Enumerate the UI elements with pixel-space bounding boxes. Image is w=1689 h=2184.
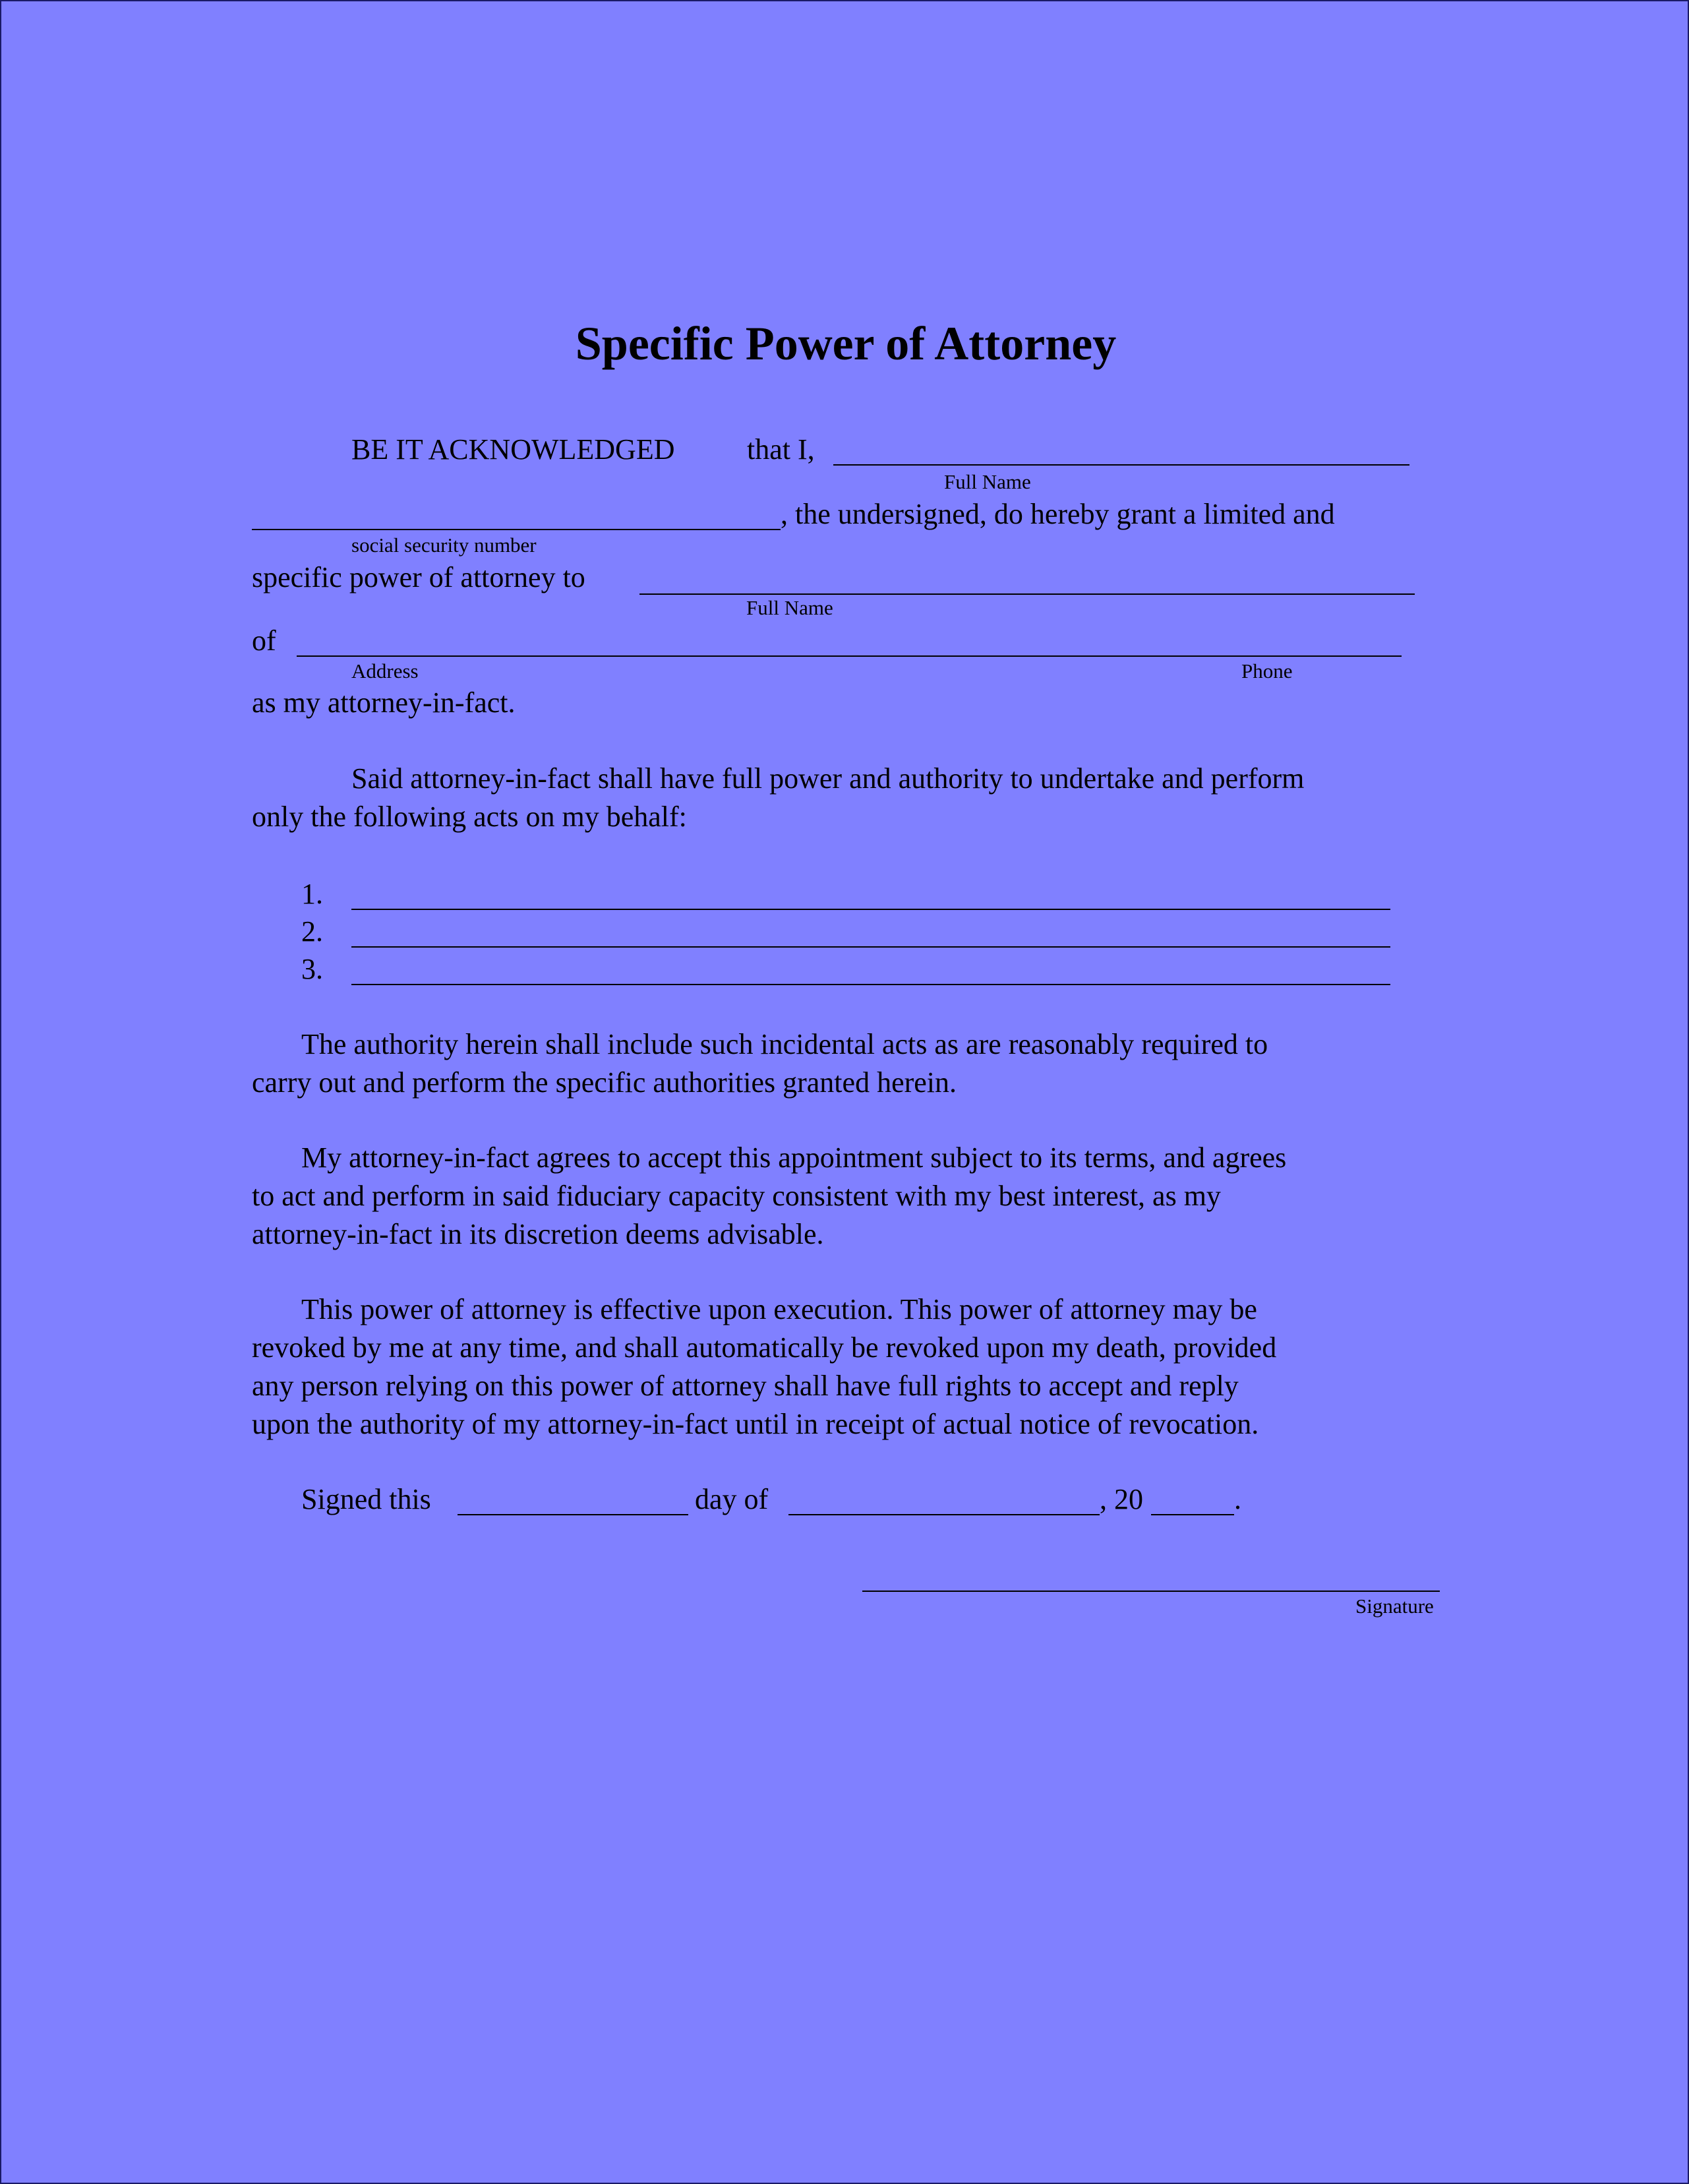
signature-label: Signature	[1355, 1594, 1434, 1618]
signed-period: .	[1234, 1483, 1241, 1515]
signed-this-text: Signed this	[301, 1483, 431, 1515]
signature-field[interactable]	[862, 1591, 1440, 1592]
act-field-1[interactable]	[351, 909, 1390, 910]
agree-line-3: attorney-in-fact in its discretion deems advisable.	[252, 1218, 824, 1250]
year-field[interactable]	[1151, 1514, 1234, 1515]
agree-line-1: My attorney-in-fact agrees to accept this appointment subject to its terms, and agrees	[301, 1141, 1287, 1174]
ssn-label: social security number	[351, 533, 537, 557]
act-field-2[interactable]	[351, 946, 1390, 948]
undersigned-text: , the undersigned, do hereby grant a limited and	[781, 498, 1335, 530]
incidental-line-1: The authority herein shall include such incidental acts as are reasonably required to	[301, 1028, 1268, 1060]
address-label: Address	[351, 659, 419, 682]
as-attorney-text: as my attorney-in-fact.	[252, 686, 516, 719]
grantor-name-field[interactable]	[833, 464, 1409, 466]
phone-label: Phone	[1241, 659, 1293, 682]
act-number-2: 2.	[301, 915, 323, 948]
effective-line-3: any person relying on this power of attorney shall have full rights to accept and reply	[252, 1370, 1239, 1402]
specific-power-text: specific power of attorney to	[252, 561, 585, 593]
effective-line-2: revoked by me at any time, and shall automatically be revoked upon my death, provided	[252, 1331, 1277, 1364]
ssn-field[interactable]	[252, 529, 781, 530]
effective-line-1: This power of attorney is effective upon execution. This power of attorney may be	[301, 1293, 1257, 1325]
incidental-line-2: carry out and perform the specific authorities granted herein.	[252, 1066, 957, 1099]
authority-line-1: Said attorney-in-fact shall have full power and authority to undertake and perform	[351, 762, 1305, 795]
authority-line-2: only the following acts on my behalf:	[252, 801, 687, 833]
day-field[interactable]	[458, 1514, 688, 1515]
act-number-1: 1.	[301, 878, 323, 910]
document-title: Specific Power of Attorney	[575, 317, 1117, 370]
that-i-text: that I,	[747, 433, 815, 466]
address-phone-field[interactable]	[297, 655, 1402, 657]
agree-line-2: to act and perform in said fiduciary capacity consistent with my best interest, as my	[252, 1180, 1221, 1212]
month-field[interactable]	[788, 1514, 1100, 1515]
attorney-name-field[interactable]	[639, 593, 1415, 595]
effective-line-4: upon the authority of my attorney-in-fact until in receipt of actual notice of revocation.	[252, 1408, 1259, 1440]
of-text: of	[252, 624, 276, 657]
acknowledged-lead: BE IT ACKNOWLEDGED	[351, 433, 675, 466]
act-number-3: 3.	[301, 953, 323, 985]
act-field-3[interactable]	[351, 984, 1390, 985]
attorney-name-label: Full Name	[746, 596, 833, 619]
grantor-name-label: Full Name	[944, 470, 1031, 493]
year-prefix-text: , 20	[1100, 1483, 1143, 1515]
day-of-text: day of	[695, 1483, 769, 1515]
